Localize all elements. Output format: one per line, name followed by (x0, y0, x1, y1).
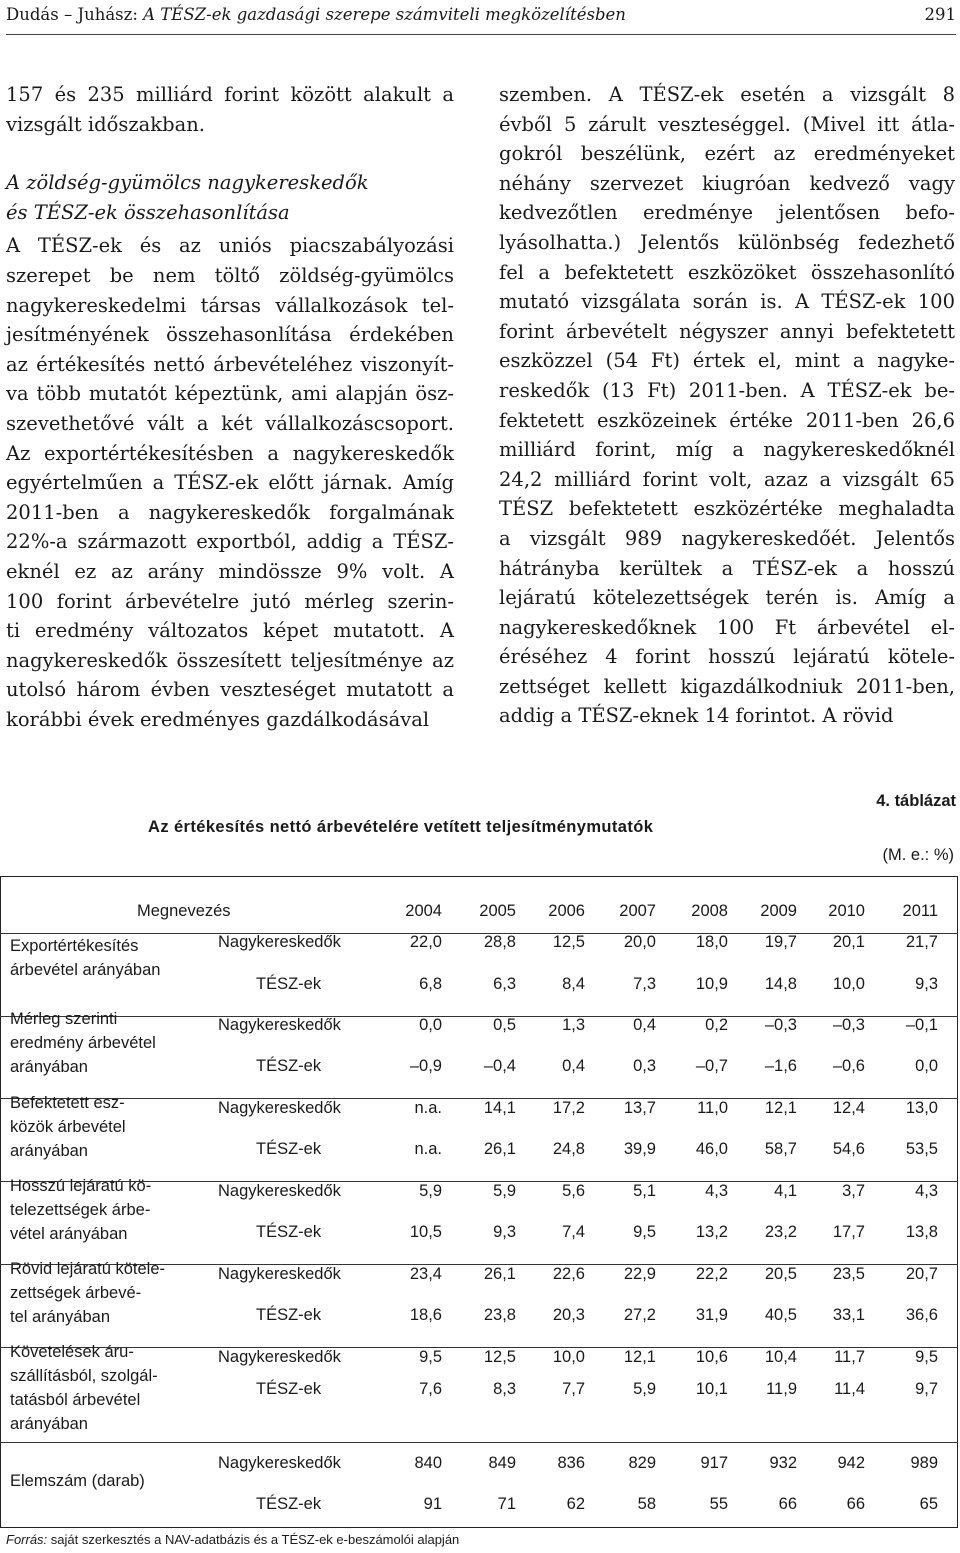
table-cell: 8,3 (493, 1380, 516, 1398)
text-line: A TÉSZ-ek és az uniós piacszabályozási (6, 234, 454, 258)
table-cell: 7,7 (562, 1380, 585, 1398)
table-cell: 91 (423, 1495, 442, 1513)
table-cell: 20,7 (905, 1265, 938, 1283)
indicator-label-line: telezettségek árbe- (10, 1201, 151, 1219)
table-cell: 40,5 (764, 1306, 797, 1324)
table-cell: 6,3 (493, 975, 516, 993)
table-cell: 24,8 (552, 1140, 585, 1158)
year-header: 2010 (828, 902, 865, 920)
year-header: 2006 (548, 902, 585, 920)
table-cell: 23,2 (764, 1223, 797, 1241)
indicator-label (10, 934, 160, 982)
table-cell: 6,8 (419, 975, 442, 993)
table-cell: 66 (846, 1495, 865, 1513)
text-line: 2011-ben a nagykereskedők forgalmának (6, 500, 454, 524)
subheading-line: A zöldség-gyümölcs nagykereskedők (6, 171, 369, 195)
source-note (6, 1532, 459, 1547)
paragraph-continued (499, 80, 955, 731)
table-cell: 9,3 (493, 1223, 516, 1241)
text-line: jesítményének összehasonlítása érdekében (6, 323, 454, 347)
row-actor: Nagykereskedők (218, 1265, 341, 1283)
text-line: addig a TÉSZ-eknek 14 forintot. A rövid (499, 704, 894, 728)
table-cell: 10,9 (695, 975, 728, 993)
section-subheading (6, 168, 454, 227)
paragraph-comparison (6, 231, 454, 734)
table-cell: 22,2 (695, 1265, 728, 1283)
text-line: 157 és 235 milliárd forint között alakult a (6, 83, 454, 106)
text-line: néhány szervezet kiugróan kedvező vagy (499, 171, 955, 195)
indicator-label (10, 1091, 126, 1163)
table-cell: 66 (778, 1495, 797, 1513)
table-cell: 10,5 (409, 1223, 442, 1241)
text-line: éréséhez 4 forint hosszú lejáratú kötele- (499, 645, 955, 669)
table-header-label: Megnevezés (137, 902, 231, 920)
row-actor: Nagykereskedők (218, 1454, 341, 1472)
indicator-label-line: Exportértékesítés (10, 937, 139, 955)
text-line: szerepet be nem töltő zöldség-gyümölcs (6, 263, 454, 287)
table-cell: 20,5 (764, 1265, 797, 1283)
group-separator (0, 1442, 958, 1443)
table-number: 4. táblázat (876, 792, 956, 810)
table-cell: –1,6 (764, 1057, 797, 1075)
year-header: 2011 (902, 902, 938, 920)
indicator-label-line: szállításból, szolgál- (10, 1367, 158, 1385)
table-cell: 10,0 (832, 975, 865, 993)
table-cell: 39,9 (623, 1140, 656, 1158)
right-text-column (499, 80, 955, 731)
running-head-article-title: A TÉSZ-ek gazdasági szerepe számviteli megközelítésben (143, 5, 626, 24)
text-line: reskedők (13 Ft) 2011-ben. A TÉSZ-ek be- (499, 378, 955, 402)
table-cell: 13,7 (623, 1099, 656, 1117)
year-header: 2008 (691, 902, 728, 920)
table-cell: 22,6 (552, 1265, 585, 1283)
table-cell: 26,1 (483, 1265, 516, 1283)
table-cell: 62 (566, 1495, 585, 1513)
text-line: szemben. A TÉSZ-ek esetén a vizsgált 8 (499, 83, 955, 106)
table-cell: 11,7 (834, 1348, 865, 1366)
table-cell: 0,0 (915, 1057, 938, 1075)
text-line: lyásolhatta.) Jelentős különbség fedezhető (499, 230, 955, 254)
table-cell: –0,1 (905, 1016, 938, 1034)
text-line: utolsó három évben veszteséget mutatott a (6, 678, 454, 702)
text-line: eknél ez az arány mindössze 9% volt. A (6, 559, 454, 583)
table-cell: 26,1 (483, 1140, 516, 1158)
source-label: Forrás: (6, 1532, 48, 1547)
indicator-label-line: Követelések áru- (10, 1343, 134, 1361)
indicator-label-line: tatásból árbevétel (10, 1391, 141, 1409)
table-cell: 19,7 (764, 933, 797, 951)
table-cell: 23,8 (483, 1306, 516, 1324)
table-cell: 23,5 (832, 1265, 865, 1283)
table-cell: 55 (709, 1495, 728, 1513)
row-actor: TÉSZ-ek (256, 1057, 322, 1075)
text-line: vizsgált időszakban. (6, 112, 205, 136)
text-line: nagykereskedőknek 100 Ft árbevétel el- (499, 615, 955, 639)
indicator-label-line: tel arányában (10, 1308, 110, 1326)
row-actor: TÉSZ-ek (256, 1380, 322, 1398)
table-cell: 7,6 (419, 1380, 442, 1398)
table-cell: 7,3 (633, 975, 656, 993)
indicator-label-line: arányában (10, 1058, 88, 1076)
text-line: szevethetővé vált a két vállalkozáscsoport. (6, 411, 454, 435)
table-cell: 28,8 (483, 933, 516, 951)
text-line: forint árbevételt négyszer annyi befektetett (499, 319, 955, 343)
row-actor: Nagykereskedők (218, 1099, 341, 1117)
table-cell: 5,1 (633, 1182, 656, 1200)
table-cell: 13,2 (695, 1223, 728, 1241)
table-cell: 27,2 (623, 1306, 656, 1324)
running-head (6, 0, 956, 35)
indicator-label (10, 1340, 158, 1436)
table-cell: 13,0 (905, 1099, 938, 1117)
table-cell: –0,3 (764, 1016, 797, 1034)
text-line: fel a befektetett eszközöket összehasonlító (499, 260, 955, 284)
year-header: 2007 (619, 902, 656, 920)
table-cell: 11,0 (697, 1099, 728, 1117)
text-line: milliárd forint, míg a nagykereskedőknél (499, 438, 955, 462)
table-cell: 4,3 (915, 1182, 938, 1200)
table-cell: –0,7 (695, 1057, 728, 1075)
table-cell: 54,6 (832, 1140, 865, 1158)
table-cell: 13,8 (905, 1223, 938, 1241)
indicator-label (10, 1007, 156, 1079)
table-cell: 5,9 (493, 1182, 516, 1200)
table-cell: 33,1 (832, 1306, 865, 1324)
indicator-label (10, 1469, 145, 1493)
source-text: saját szerkesztés a NAV-adatbázis és a TÉSZ-ek e-beszámolói alapján (47, 1532, 460, 1547)
table-cell: 71 (497, 1495, 516, 1513)
row-actor: TÉSZ-ek (256, 1306, 322, 1324)
table-cell: 7,4 (562, 1223, 585, 1241)
text-line: hátrányba kerültek a TÉSZ-ek a hosszú (499, 556, 955, 580)
table-cell: 10,4 (764, 1348, 797, 1366)
running-head-authors: Dudás – Juhász: (6, 5, 144, 24)
table-cell: 17,7 (832, 1223, 865, 1241)
table-cell: 4,3 (705, 1182, 728, 1200)
table-cell: 36,6 (905, 1306, 938, 1324)
text-line: a vizsgált 989 nagykereskedőét. Jelentős (499, 526, 955, 550)
table-cell: n.a. (414, 1140, 442, 1158)
left-text-column (6, 80, 454, 734)
table-cell: 12,1 (623, 1348, 656, 1366)
indicator-label-line: Hosszú lejáratú kö- (10, 1177, 152, 1195)
table-cell: n.a. (414, 1099, 442, 1117)
table-cell: –0,6 (832, 1057, 865, 1075)
table-cell: 53,5 (905, 1140, 938, 1158)
table-cell: 3,7 (842, 1182, 865, 1200)
indicator-label-line: arányában (10, 1142, 88, 1160)
table-cell: 58,7 (764, 1140, 797, 1158)
table-cell: 20,0 (623, 933, 656, 951)
table-cell: 849 (488, 1454, 516, 1472)
table-cell: 0,4 (562, 1057, 585, 1075)
table-cell: 46,0 (695, 1140, 728, 1158)
text-line: fektetett eszközeinek értéke 2011-ben 26,6 (499, 408, 955, 432)
table-cell: 0,3 (633, 1057, 656, 1075)
table-cell: 20,3 (552, 1306, 585, 1324)
text-line: eszközzel (54 Ft) értek el, mint a nagyke- (499, 349, 955, 373)
indicator-label-line: Elemszám (darab) (10, 1472, 145, 1490)
table-cell: 829 (628, 1454, 656, 1472)
indicator-label-line: Mérleg szerinti (10, 1010, 118, 1028)
table-cell: 12,4 (832, 1099, 865, 1117)
table-cell: 0,4 (633, 1016, 656, 1034)
table-cell: 9,3 (915, 975, 938, 993)
table-cell: 23,4 (409, 1265, 442, 1283)
table-cell: 5,9 (419, 1182, 442, 1200)
text-line: kedvezőtlen eredménye jelentősen befo- (499, 201, 955, 225)
text-line: nagykereskedelmi társas vállalkozások tel- (6, 293, 454, 317)
text-line: va több mutatót képeztünk, ami alapján ösz- (6, 382, 454, 406)
table-cell: –0,4 (483, 1057, 516, 1075)
table-cell: 836 (557, 1454, 585, 1472)
indicator-label-line: eredmény árbevétel (10, 1034, 156, 1052)
text-line: 100 forint árbevételre jutó mérleg szerin- (6, 589, 454, 613)
table-title: Az értékesítés nettó árbevételére vetített teljesítménymutatók (148, 818, 654, 836)
running-head-title (6, 0, 626, 30)
year-header: 2005 (479, 902, 516, 920)
row-actor: Nagykereskedők (218, 933, 341, 951)
table-cell: 17,2 (552, 1099, 585, 1117)
table-cell: 18,0 (695, 933, 728, 951)
indicator-label-line: Rövid lejáratú kötele- (10, 1260, 165, 1278)
table-cell: 0,2 (705, 1016, 728, 1034)
table-cell: 5,6 (562, 1182, 585, 1200)
subheading-line: és TÉSZ-ek összehasonlítása (6, 200, 290, 224)
text-line: 24,2 milliárd forint volt, azaz a vizsgált 65 (499, 467, 955, 491)
text-line: 22%-a származott exportból, addig a TÉSZ- (6, 530, 454, 554)
table-cell: 4,1 (774, 1182, 797, 1200)
table-cell: 840 (414, 1454, 442, 1472)
indicator-label-line: közök árbevétel (10, 1118, 126, 1136)
table-cell: 21,7 (905, 933, 938, 951)
table-cell: 65 (919, 1495, 938, 1513)
table-cell: 11,4 (834, 1380, 865, 1398)
table-cell: 932 (769, 1454, 797, 1472)
table-cell: 12,5 (552, 933, 585, 951)
table-cell: 12,1 (764, 1099, 797, 1117)
table-cell: 0,5 (493, 1016, 516, 1034)
indicator-label-line: zettségek árbevé- (10, 1284, 142, 1302)
table-cell: 9,5 (419, 1348, 442, 1366)
text-line: egyértelműen a TÉSZ-ek előtt járnak. Amíg (6, 471, 454, 495)
year-header: 2004 (405, 902, 442, 920)
table-unit: (M. e.: %) (882, 846, 954, 864)
table-cell: 20,1 (832, 933, 865, 951)
text-line: ti eredmény változatos képet mutatott. A (6, 619, 454, 643)
text-line: TÉSZ befektetett eszközértéke meghaladta (499, 497, 955, 521)
text-line: mutató vizsgálata során is. A TÉSZ-ek 100 (499, 290, 955, 314)
row-actor: TÉSZ-ek (256, 975, 322, 993)
table-cell: 12,5 (483, 1348, 516, 1366)
table-cell: 11,9 (766, 1380, 797, 1398)
table-cell: 10,0 (552, 1348, 585, 1366)
text-line: Az exportértékesítésben a nagykereskedők (6, 441, 454, 465)
indicator-label (10, 1174, 151, 1246)
table-cell: 0,0 (419, 1016, 442, 1034)
row-actor: TÉSZ-ek (256, 1223, 322, 1241)
table-cell: 14,8 (764, 975, 797, 993)
table-cell: –0,3 (832, 1016, 865, 1034)
table-cell: 5,9 (633, 1380, 656, 1398)
table-cell: 8,4 (562, 975, 585, 993)
table-cell: 58 (637, 1495, 656, 1513)
table-cell: 18,6 (409, 1306, 442, 1324)
paragraph-intro-continued (6, 80, 454, 139)
table-cell: 9,7 (915, 1380, 938, 1398)
table-cell: 10,6 (695, 1348, 728, 1366)
indicator-label-line: Befektetett esz- (10, 1094, 125, 1112)
table-cell: 14,1 (483, 1099, 516, 1117)
table-cell: 9,5 (915, 1348, 938, 1366)
table-cell: 31,9 (695, 1306, 728, 1324)
table-cell: 22,9 (623, 1265, 656, 1283)
table-cell: 989 (910, 1454, 938, 1472)
text-line: korábbi évek eredményes gazdálkodásával (6, 707, 430, 731)
text-line: nagykereskedők összesített teljesítménye az (6, 648, 454, 672)
text-line: évből 5 zárult veszteséggel. (Mivel itt átla- (499, 112, 955, 136)
year-header: 2009 (760, 902, 797, 920)
text-line: gokról beszélünk, ezért az eredményeket (499, 142, 955, 166)
row-actor: TÉSZ-ek (256, 1140, 322, 1158)
indicator-label (10, 1257, 165, 1329)
row-actor: Nagykereskedők (218, 1016, 341, 1034)
indicator-label-line: arányában (10, 1415, 88, 1433)
row-actor: Nagykereskedők (218, 1348, 341, 1366)
page-number: 291 (924, 5, 956, 24)
table-cell: 1,3 (562, 1016, 585, 1034)
table-cell: –0,9 (409, 1057, 442, 1075)
indicator-label-line: vétel arányában (10, 1225, 128, 1243)
table-cell: 942 (837, 1454, 865, 1472)
text-line: az értékesítés nettó árbevételéhez viszonyít- (6, 352, 454, 376)
table-cell: 9,5 (633, 1223, 656, 1241)
text-line: lejáratú kötelezettségek terén is. Amíg a (499, 586, 955, 610)
table-cell: 22,0 (409, 933, 442, 951)
table-cell: 917 (700, 1454, 728, 1472)
row-actor: Nagykereskedők (218, 1182, 341, 1200)
row-actor: TÉSZ-ek (256, 1495, 322, 1513)
table-cell: 10,1 (695, 1380, 728, 1398)
text-line: zettséget kellett kigazdálkodniuk 2011-ben, (499, 674, 955, 698)
indicator-label-line: árbevétel arányában (10, 961, 161, 979)
